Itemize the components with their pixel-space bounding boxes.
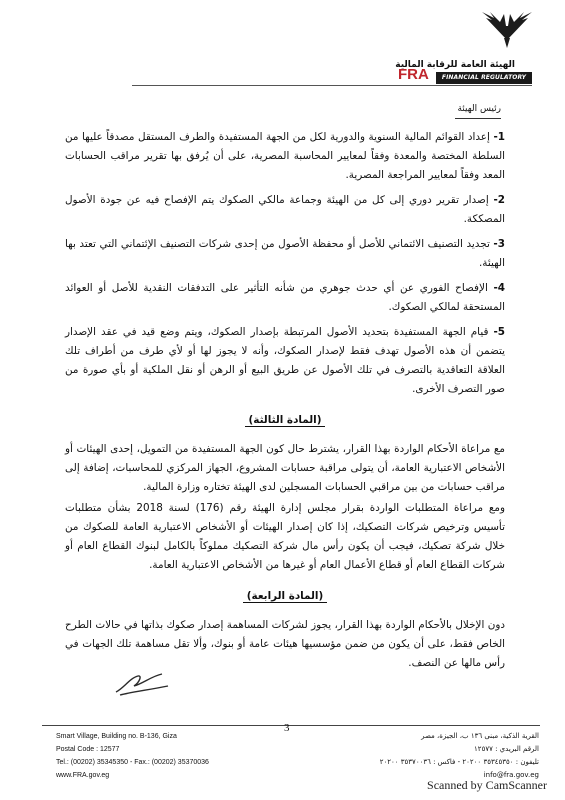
org-name-english: FINANCIAL REGULATORY AUTHORITY (436, 72, 532, 84)
footer-contact-arabic: القرية الذكية، مبنى ١٣٦ ب، الجيزة، مصر الرقم البريدي : ١٢٥٧٧ تليفون : ٣٥٣٤٥٣٥٠ ٢٠٢٠٠ - فاكس : ٣٥٣٧٠٠٣٦ ٢٠٢٠٠ info@fra.gov.eg (379, 732, 539, 779)
footer-divider (42, 725, 540, 726)
list-item: 3- تجديد التصنيف الائتماني للأصل أو محفظة الأصول من إحدى شركات التصنيف الإئتماني التي تعتد بها الهيئة. (65, 238, 505, 269)
handwritten-signature (112, 668, 172, 698)
eagle-logo-icon (478, 10, 536, 52)
footer-contact-english: Smart Village, Building no. B-136, Giza Postal Code : 12577 Tel.: (00202) 35345350 - Fax.: (00202) 35370036 www.FRA.gov.eg (56, 733, 209, 779)
svg-text:FRA: FRA (398, 66, 429, 82)
list-item: 4- الإفصاح الفوري عن أي حدث جوهري من شأنه التأثير على التدفقات النقدية للأصل أو العوائد المستحقة لمالكي الصكوك. (65, 282, 505, 313)
scanner-watermark: Scanned by CamScanner (427, 778, 547, 792)
list-item: 1- إعداد القوائم المالية السنوية والدورية لكل من الجهة المستفيدة والطرف المستقل مصدقاً عليها من السلطة المختصة والمعدة وفقاً لمعايير المحاسبة المصرية، على أن يُرفق بها تقرير مراقب الحسابات المعد وفقاً لمعايير المراجعة المصرية. (65, 131, 505, 181)
section-heading-underline (455, 118, 501, 119)
org-name-arabic: الهيئة العامة للرقابة المالية (395, 60, 515, 70)
page-number: 3 (284, 722, 290, 734)
section-heading: رئيس الهيئة (457, 104, 501, 114)
header-divider (132, 85, 532, 86)
paragraph: دون الإخلال بالأحكام الواردة بهذا القرار، يجوز لشركات المساهمة إصدار صكوك بذاتها في حالات الطرح الخاص فقط، على أن يكون من ضمن مؤسسيها هيئات عامة أو بنوك، وألا تقل مساهمة تلك الجهات في رأس مالها عن النصف. (65, 619, 505, 669)
paragraph: مع مراعاة الأحكام الواردة بهذا القرار، يشترط حال كون الجهة المستفيدة من التمويل، إحدى الهيئات أو الأشخاص الاعتبارية العامة، أن يتولى مراقبة حسابات المشروع، الجهاز المركزي للمحاسبات، إضافة إلى مراقب حسابات من بين مراقبي الحسابات المسجلين لدى الهيئة تختاره وزارة المالية. (65, 443, 505, 493)
list-item: 2- إصدار تقرير دوري إلى كل من الهيئة وجماعة مالكي الصكوك يتم الإفصاح فيه عن جودة الأصول المصككة. (65, 194, 505, 225)
fra-logo-icon (398, 64, 432, 82)
paragraph: ومع مراعاة المتطلبات الواردة بقرار مجلس إدارة الهيئة رقم (176) لسنة 2018 بشأن متطلبات تأسيس وترخيص شركات التصكيك، إذا كان إصدار الهيئات أو الأشخاص الاعتبارية العامة للصكوك من خلال شركة تصكيك، فيجب أن يكون رأس مال شركة التصكيك مملوكاً بالكامل لبنوك القطاع العام أو شركات القطاع العام أو قطاع الأعمال العام أو غيرها من الأشخاص الاعتبارية العامة. (65, 502, 505, 571)
letterhead (0, 0, 565, 100)
list-item: 5- قيام الجهة المستفيدة بتحديد الأصول المرتبطة بإصدار الصكوك، ويتم وضع قيد في عقد الإصدار يتضمن أن هذه الأصول تهدف فقط لإصدار الصكوك، وأنه لا يجوز لها أو لأي طرف من أطراف تلك العلاقة التعاقدية بالتصرف في تلك الأصول عن طريق البيع أو الرهن أو نقل الملكية أو بأي صورة من صور التصرف الأخرى. (65, 326, 505, 395)
article-heading: (المادة الرابعة) (65, 587, 505, 606)
document-body (65, 128, 505, 675)
article-heading: (المادة الثالثة) (65, 411, 505, 430)
